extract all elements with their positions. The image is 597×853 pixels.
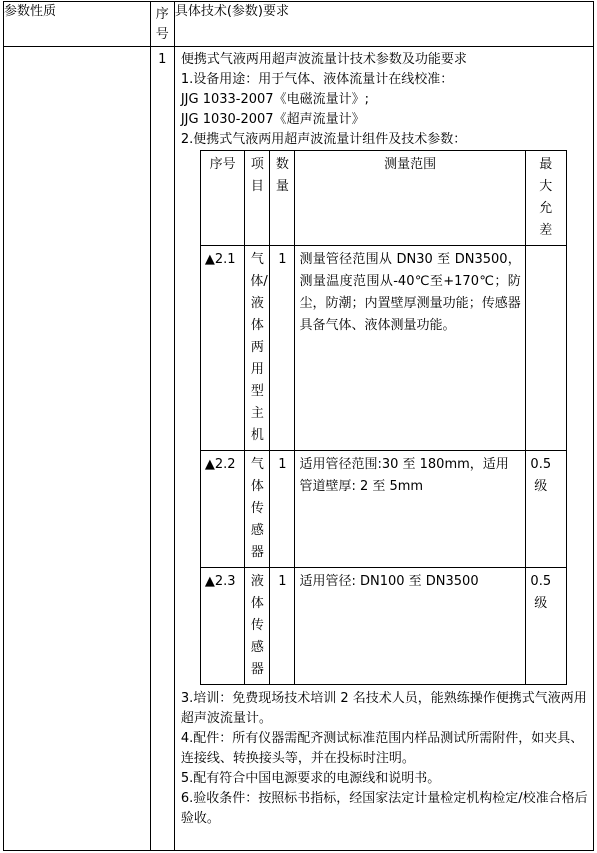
comp-qty: 1	[270, 568, 295, 685]
spec-table-frame	[3, 1, 594, 851]
requirement-line: JJG 1030-2007《超声流量计》	[180, 112, 365, 127]
comp-tol: 0.5级	[525, 451, 566, 568]
comp-item: 液体传感器	[245, 568, 270, 685]
requirement-line: 4.配件：所有仪器需配齐测试标准范围内样品测试所需附件，如夹具、连接线、转换接头等，并在投标时注明。	[180, 731, 584, 766]
requirement-line: JJG 1033-2007《电磁流量计》;	[180, 92, 369, 107]
requirement-line: 5.配有符合中国电源要求的电源线和说明书。	[180, 771, 441, 786]
comp-tol: 0.5级	[525, 568, 566, 685]
components-header-row	[200, 151, 566, 246]
comp-range: 测量管径范围从 DN30 至 DN3500，测量温度范围从-40℃至+170℃；防尘，防潮；内置壁厚测量功能；传感器具备气体、液体测量功能。	[295, 246, 525, 451]
comp-range: 适用管径范围:30 至 180mm，适用管道壁厚: 2 至 5mm	[295, 451, 525, 568]
comp-header-item: 项目	[245, 151, 270, 246]
comp-no: ▲2.3	[200, 568, 244, 685]
seq-cell: 1	[150, 47, 174, 851]
requirement-line: 2.便携式气液两用超声波流量计组件及技术参数：	[180, 132, 467, 147]
requirement-line: 6.验收条件：按照标书指标，经国家法定计量检定机构检定/校准合格后验收。	[180, 791, 588, 826]
header-seq: 序号	[150, 2, 174, 47]
comp-no: ▲2.2	[200, 451, 244, 568]
table-row	[4, 47, 594, 851]
comp-qty: 1	[270, 451, 295, 568]
components-row	[200, 568, 566, 685]
comp-header-tol: 最大允差	[525, 151, 566, 246]
components-table	[200, 150, 567, 685]
requirements-cell	[174, 47, 593, 851]
components-row	[200, 451, 566, 568]
components-row	[200, 246, 566, 451]
comp-header-no: 序号	[200, 151, 244, 246]
requirement-line: 3.培训：免费现场技术培训 2 名技术人员，能熟练操作便携式气液两用超声波流量计。	[180, 691, 587, 726]
param-nature-cell	[4, 47, 151, 851]
header-row	[4, 2, 594, 47]
comp-qty: 1	[270, 246, 295, 451]
header-param-nature: 参数性质	[4, 2, 151, 47]
comp-item: 气体/液体两用型主机	[245, 246, 270, 451]
comp-range: 适用管径: DN100 至 DN3500	[295, 568, 525, 685]
comp-header-qty: 数量	[270, 151, 295, 246]
spec-table	[3, 1, 594, 851]
comp-item: 气体传感器	[245, 451, 270, 568]
requirements-title: 便携式气液两用超声波流量计技术参数及功能要求	[180, 52, 467, 67]
requirement-line: 1.设备用途：用于气体、液体流量计在线校准：	[180, 72, 454, 87]
comp-no: ▲2.1	[200, 246, 244, 451]
header-requirements: 具体技术(参数)要求	[174, 2, 593, 47]
comp-tol	[525, 246, 566, 451]
comp-header-range: 测量范围	[295, 151, 525, 246]
